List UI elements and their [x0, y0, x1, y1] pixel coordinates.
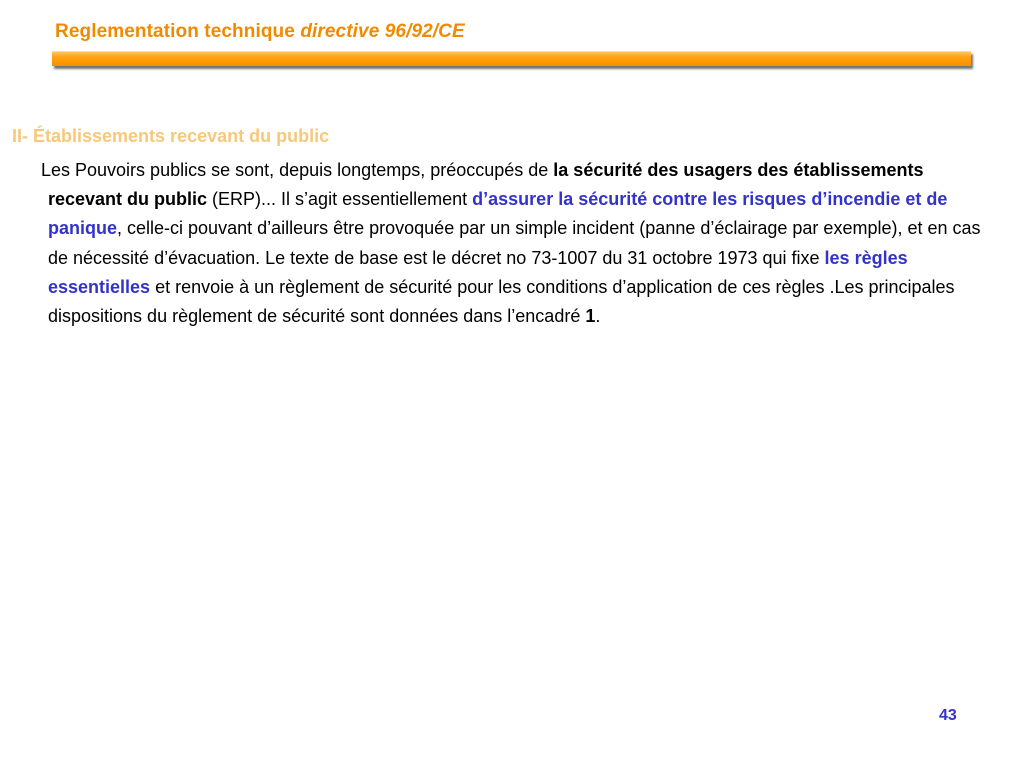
section-heading: II- Établissements recevant du public — [12, 126, 330, 146]
body-text-5: . — [595, 306, 601, 327]
body-bold-erp-safety: la sécurité des usagers des établissements recevant du public — [48, 160, 924, 210]
title-underline-bar — [52, 51, 971, 66]
body-emphasis-essential-rules: les règles essentielles — [48, 247, 908, 297]
body-emphasis-fire-safety: d’assurer la sécurité contre les risques d’incendie et de panique — [48, 189, 948, 239]
body-bold-box-number: 1 — [585, 306, 596, 327]
body-paragraph-block — [30, 156, 982, 331]
slide-title-italic: directive 96/92/CE — [300, 21, 465, 42]
body-text-4: et renvoie à un règlement de sécurité pour les conditions d’application de ces règles .Les principales dispositions du règlement de sécurité sont données dans l’encadré — [48, 276, 955, 327]
slide-title-main: Reglementation technique — [55, 21, 301, 42]
body-paragraph — [41, 156, 982, 331]
slide-title — [55, 21, 465, 43]
page-number: 43 — [939, 707, 957, 724]
body-text-3: , celle-ci pouvant d’ailleurs être provoquée par un simple incident (panne d’éclairage par exemple), et en cas de nécessité d’évacuation. Le texte de base est le décret no 73-1007 du 31 octobre 1973 qui fixe — [48, 218, 981, 268]
body-text-2: (ERP)... Il s’agit essentiellement — [207, 189, 473, 210]
body-text-1: Les Pouvoirs publics se sont, depuis longtemps, préoccupés de — [41, 160, 554, 180]
